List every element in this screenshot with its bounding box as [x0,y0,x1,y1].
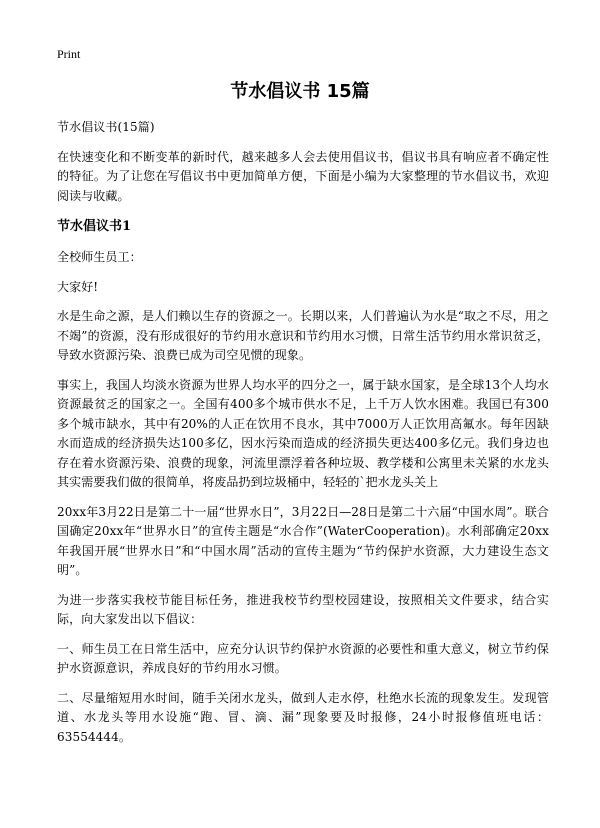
body-paragraph: 事实上，我国人均淡水资源为世界人均水平的四分之一，属于缺水国家，是全球13个人均水资源最贫乏的国家之一。全国有400多个城市供水不足，上千万人饮水困难。我国已有300多个城市缺水，其中有20%的人正在饮用不良水，其中7000万人正饮用高氟水。每年因缺水而造成的经济损失达100多亿，因水污染而造成的经济损失更达400多亿元。我们身边也存在着水资源污染、浪费的现象，河流里漂浮着各种垃圾、教学楼和公寓里未关紧的水龙头其实需要我们做的很简单，将废品扔到垃圾桶中，轻轻的`把水龙头关上 [57,377,549,489]
body-paragraph: 为进一步落实我校节能目标任务，推进我校节约型校园建设，按照相关文件要求，结合实际，向大家发出以下倡议： [57,592,549,626]
intro-paragraph: 在快速变化和不断变革的新时代，越来越多人会去使用倡议书，倡议书具有响应者不确定性的特征。为了让您在写倡议书中更加简单方便，下面是小编为大家整理的节水倡议书，欢迎阅读与收藏。 [57,149,549,203]
document-title: 节水倡议书 15篇 [230,81,370,102]
salutation: 全校师生员工： [57,250,142,264]
body-paragraph: 一、师生员工在日常生活中，应充分认识节约保护水资源的必要性和重大意义，树立节约保护水资源意识，养成良好的节约用水习惯。 [57,641,549,675]
subtitle: 节水倡议书(15篇) [57,120,155,134]
section-heading: 节水倡议书1 [57,219,132,234]
document-body [57,118,549,757]
body-paragraph: 二、尽量缩短用水时间，随手关闭水龙头，做到人走水停，杜绝水长流的现象发生。发现管道、水龙头等用水设施“跑、冒、滴、漏”现象要及时报修，24小时报修值班电话：63554444。 [57,690,549,744]
print-link[interactable]: Print [57,47,81,61]
greeting: 大家好! [57,279,99,294]
body-paragraph: 20xx年3月22日是第二十一届“世界水日”，3月22日—28日是第二十六届“中国水周”。联合国确定20xx年“世界水日”的宣传主题是“水合作”(WaterCooperation)。水利部确定20xx年我国开展“世界水日”和“中国水周”活动的宣传主题为“节约保护水资源，大力建设生态文明”。 [57,504,549,577]
body-paragraph: 水是生命之源，是人们赖以生存的资源之一。长期以来，人们普遍认为水是“取之不尽，用之不竭”的资源，没有形成很好的节约用水意识和节约用水习惯，日常生活节约用水常识贫乏，导致水资源污染、浪费已成为司空见惯的现象。 [57,309,549,362]
